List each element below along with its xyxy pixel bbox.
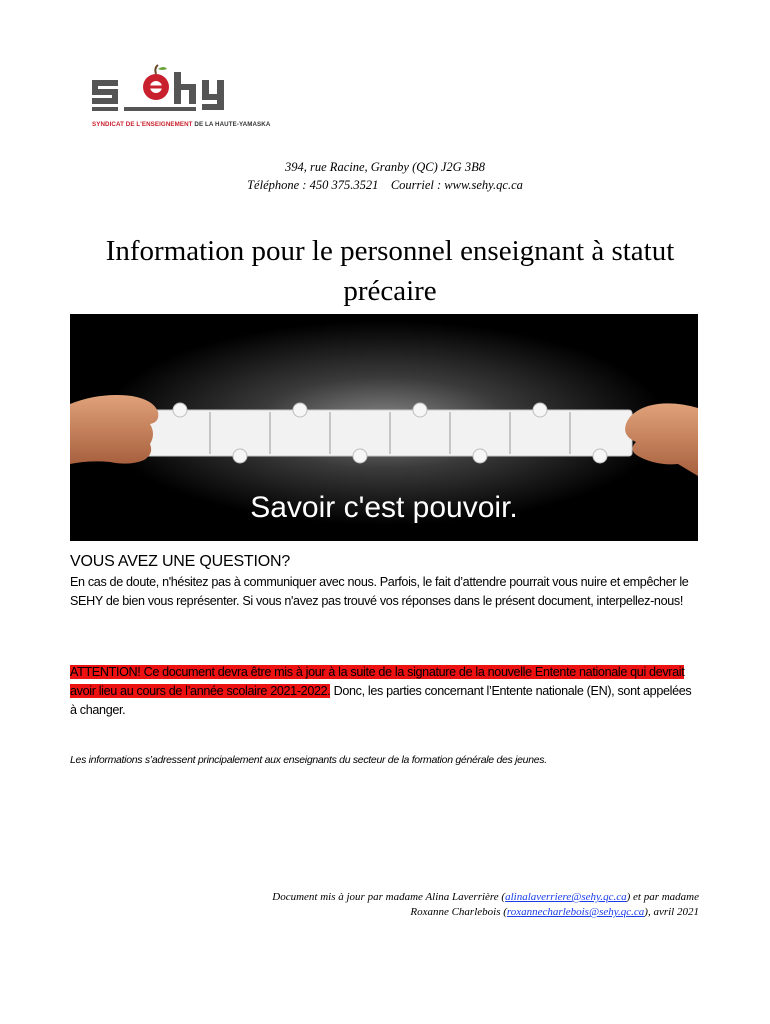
credits-text: ), avril 2021 — [644, 906, 699, 918]
banner-image — [70, 314, 698, 541]
update-credits — [272, 890, 699, 920]
page-title: Information pour le personnel enseignant à statut précaire — [105, 235, 675, 307]
question-body: En cas de doute, n'hésitez pas à communiquer avec nous. Parfois, le fait d’attendre pourrait vous nuire et empêcher le SEHY de bien vous représenter. Si vous n'avez pas trouvé vos réponses dans le présent document, interpellez-nous! — [70, 575, 689, 608]
address-line: 394, rue Racine, Granby (QC) J2G 3B8 — [285, 160, 485, 174]
credits-line-1 — [272, 890, 699, 905]
email-link-alina[interactable]: alinalaverriere@sehy.qc.ca — [505, 891, 627, 903]
logo-subtitle — [92, 121, 270, 128]
contact-line — [0, 176, 770, 194]
attention-highlight: ATTENTION! Ce document devra être mis à jour à la suite de la signature de la nouvelle Entente nationale qui devrait avoir lieu au cours de l’année scolaire 2021-2022. — [70, 665, 685, 698]
phone-text: Téléphone : 450 375.3521 — [247, 178, 379, 192]
email-link-roxanne[interactable]: roxannecharlebois@sehy.qc.ca — [506, 906, 645, 918]
attention-rest: Donc, les parties concernant l’Entente nationale (EN), sont appelées à changer. — [70, 684, 692, 717]
credits-text: ) et par madame — [626, 891, 699, 903]
banner-caption: Savoir c'est pouvoir. — [250, 491, 518, 524]
credits-line-2 — [272, 905, 699, 920]
credits-text: Roxanne Charlebois ( — [410, 906, 507, 918]
audience-note: Les informations s’adressent principalement aux enseignants du secteur de la formation générale des jeunes. — [70, 754, 547, 766]
credits-text: Document mis à jour par madame Alina Laverrière ( — [272, 891, 506, 903]
address-block — [0, 158, 770, 194]
email-text: Courriel : www.sehy.qc.ca — [390, 178, 523, 192]
logo-subtitle-rest: DE LA HAUTE-YAMASKA — [192, 121, 271, 128]
attention-paragraph — [70, 663, 700, 720]
question-heading: VOUS AVEZ UNE QUESTION? — [70, 553, 291, 570]
logo-subtitle-red: SYNDICAT DE L'ENSEIGNEMENT — [92, 121, 193, 128]
